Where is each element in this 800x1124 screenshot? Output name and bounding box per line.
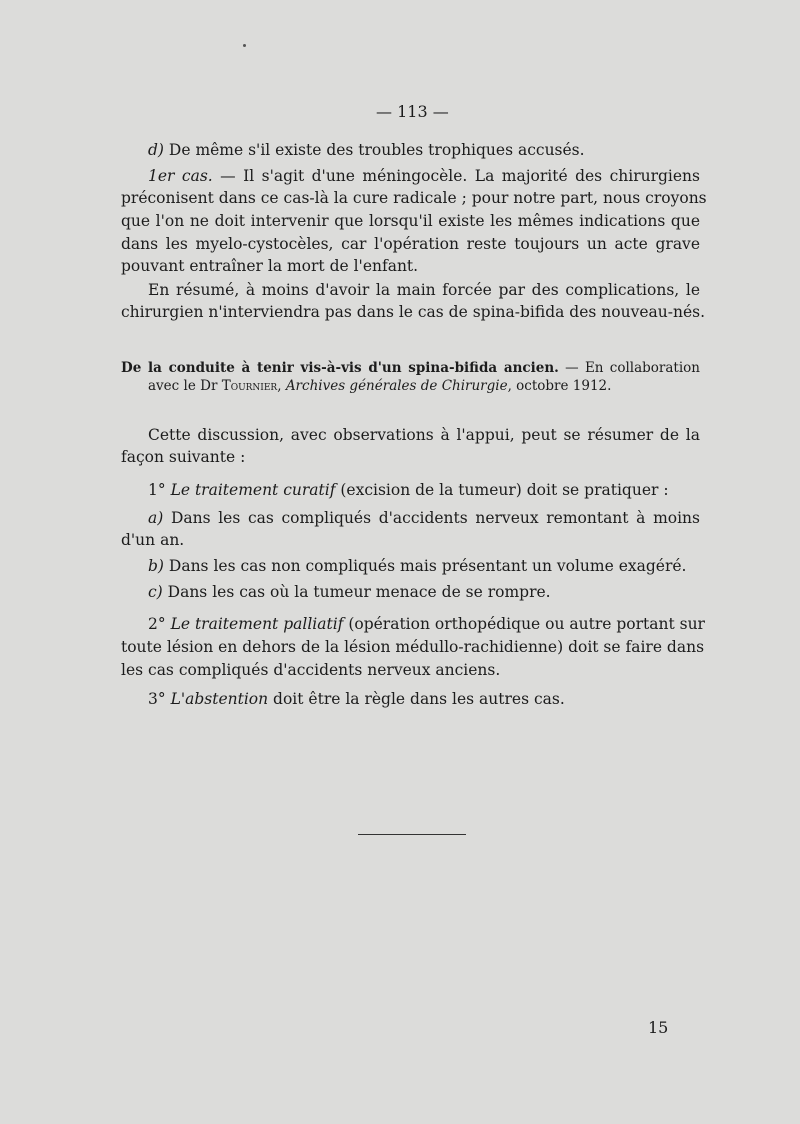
sub-item-text: Dans les cas compliqués d'accidents nerveux remontant à moins [163, 509, 700, 527]
paragraph-line: chirurgien n'interviendra pas dans le cas de spina-bifida des nouveau-nés. [121, 303, 706, 321]
list-item-3 [148, 689, 565, 709]
list-item-2-line-1 [148, 614, 705, 634]
item-number: 1° [148, 481, 166, 499]
section-heading-line-2: avec le Dr Tournier, Archives générales de Chirurgie, octobre 1912. [148, 378, 612, 394]
paragraph-line: préconisent dans ce cas-là la cure radicale ; pour notre part, nous croyons [121, 189, 707, 207]
sub-item-b [148, 556, 686, 576]
paragraph-d [148, 140, 585, 160]
sub-item-a-line-2: d'un an. [121, 531, 185, 549]
list-item-2-line-2: toute lésion en dehors de la lésion médullo-rachidienne) doit se faire dans [121, 638, 705, 656]
paragraph-text: De même s'il existe des troubles trophiques accusés. [163, 141, 585, 159]
sub-item-label: b) [148, 557, 164, 575]
item-label: d) [148, 141, 164, 159]
item-text: (excision de la tumeur) doit se pratiquer : [335, 481, 669, 499]
item-text: (opération orthopédique ou autre portant sur [343, 615, 705, 633]
section-divider [358, 834, 466, 835]
page-number-top: — 113 — [376, 102, 449, 121]
paragraph-line: que l'on ne doit intervenir que lorsqu'il existe les mêmes indications que [121, 212, 700, 230]
journal-name: Archives générales de Chirurgie [285, 378, 508, 394]
paragraph-line: Cette discussion, avec observations à l'appui, peut se résumer de la [148, 426, 700, 444]
case-label: 1er cas. [148, 167, 213, 185]
sub-item-c [148, 582, 551, 602]
author-name: Tournier [221, 378, 278, 394]
collaboration-note: — En collaboration [558, 360, 700, 376]
item-label: Le traitement curatif [170, 481, 336, 499]
paragraph-text: — Il s'agit d'une méningocèle. La majorité des chirurgiens [212, 167, 700, 185]
item-number: 2° [148, 615, 166, 633]
section-title: De la conduite à tenir vis-à-vis d'un spina-bifida ancien. [121, 360, 559, 376]
sub-item-text: Dans les cas non compliqués mais présentant un volume exagéré. [163, 557, 687, 575]
collab-prefix: avec le Dr [148, 378, 222, 394]
paragraph-line: pouvant entraîner la mort de l'enfant. [121, 257, 419, 275]
item-label: L'abstention [170, 690, 269, 708]
paragraph-line: façon suivante : [121, 448, 246, 466]
page-number-bottom: 15 [648, 1018, 669, 1037]
sub-item-label: a) [148, 509, 164, 527]
section-heading-line-1 [121, 358, 700, 378]
paragraph-line: dans les myelo-cystocèles, car l'opération reste toujours un acte grave [121, 235, 700, 253]
list-item-2-line-3: les cas compliqués d'accidents nerveux anciens. [121, 661, 501, 679]
sub-item-label: c) [148, 583, 163, 601]
item-number: 3° [148, 690, 166, 708]
sub-item-a-line-1 [148, 508, 700, 528]
publication-date: , octobre 1912. [507, 378, 612, 394]
list-item-1 [148, 480, 669, 500]
sub-item-text: Dans les cas où la tumeur menace de se rompre. [162, 583, 551, 601]
item-label: Le traitement palliatif [170, 615, 344, 633]
item-text: doit être la règle dans les autres cas. [268, 690, 565, 708]
paragraph-1er-cas-line-1 [148, 166, 700, 186]
ink-speck [243, 44, 246, 47]
paragraph-line: En résumé, à moins d'avoir la main forcée par des complications, le [148, 281, 700, 299]
